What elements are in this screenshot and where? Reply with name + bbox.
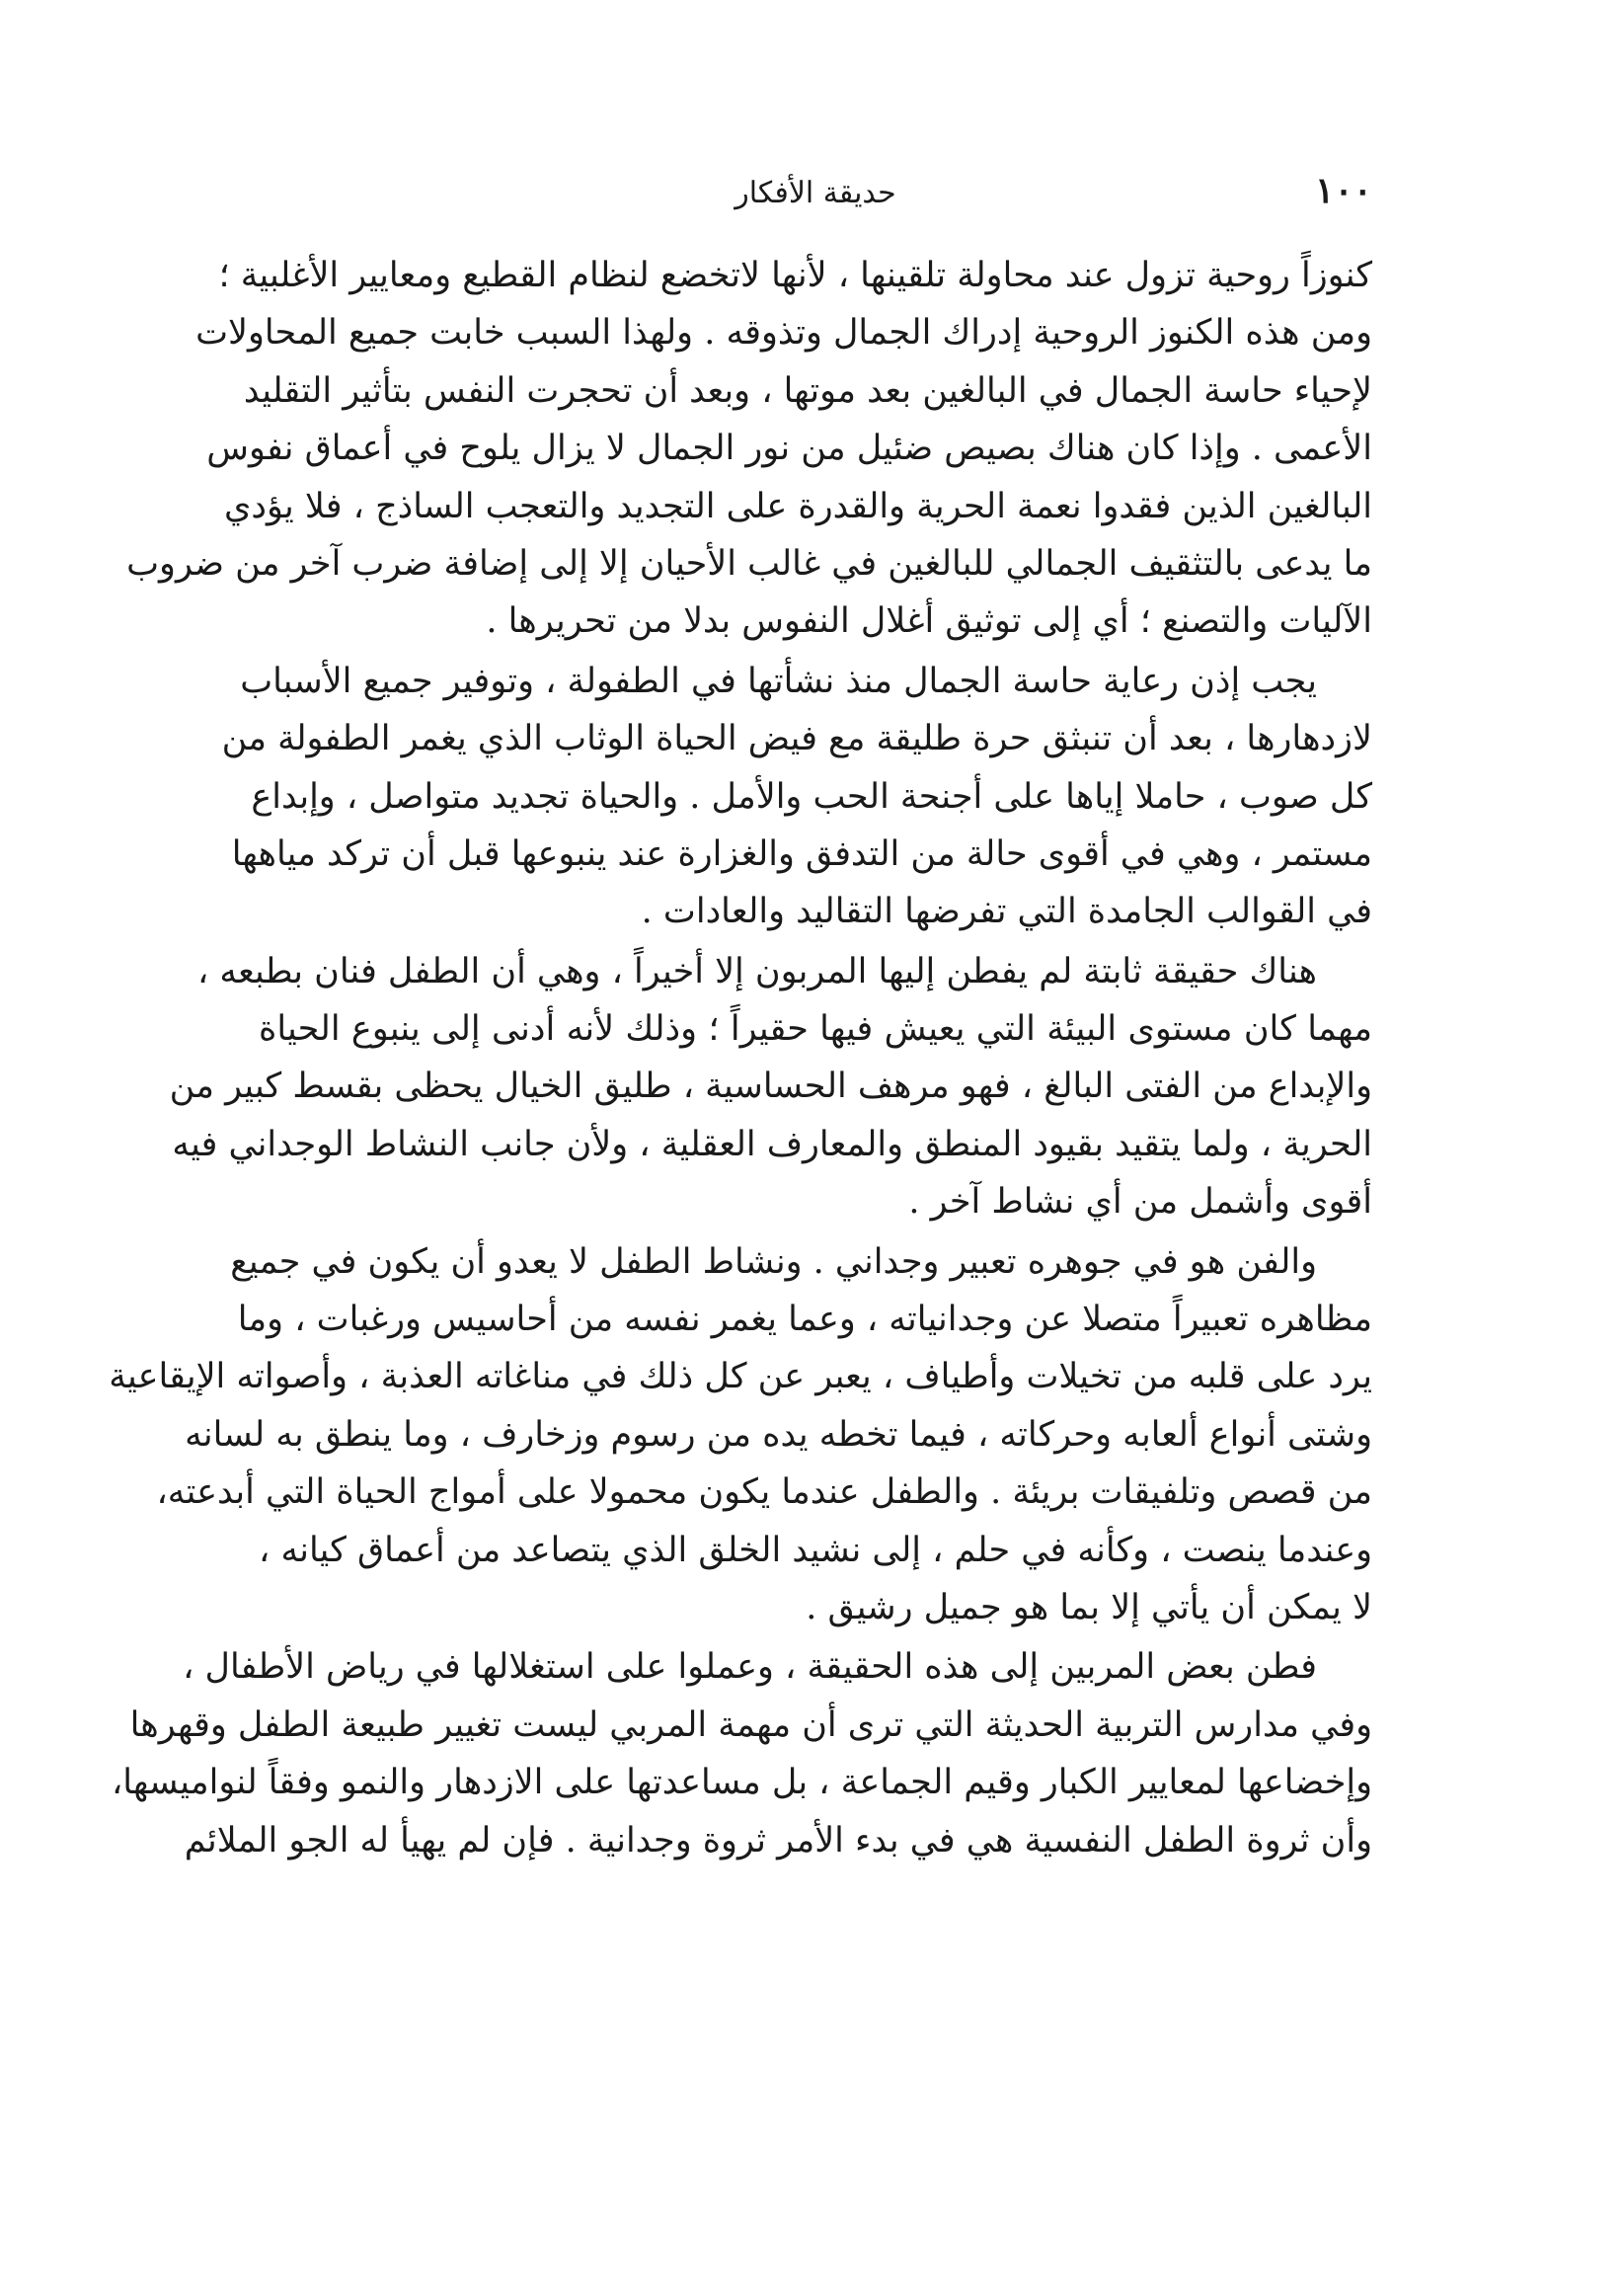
text-line: من قصص وتلفيقات بريئة . والطفل عندما يكون محمولا على أمواج الحياة التي أبدعته، (156, 1472, 1372, 1513)
body-text (109, 247, 1372, 1869)
paragraph-1 (126, 247, 1372, 651)
running-title: حديقة الأفكار (735, 176, 896, 210)
text-line: يجب إذن رعاية حاسة الجمال منذ نشأتها في الطفولة ، وتوفير جميع الأسباب (240, 661, 1317, 701)
text-line: يرد على قلبه من تخيلات وأطياف ، يعبر عن كل ذلك في مناغاته العذبة ، وأصواته الإيقاعية (109, 1357, 1372, 1397)
paragraph-5 (111, 1638, 1372, 1869)
text-line: وشتى أنواع ألعابه وحركاته ، فيما تخطه يده من رسوم وزخارف ، وما ينطق به لسانه (185, 1414, 1372, 1455)
text-line: أقوى وأشمل من أي نشاط آخر . (908, 1182, 1372, 1223)
text-line: في القوالب الجامدة التي تفرضها التقاليد والعادات . (641, 892, 1372, 932)
text-line: لازدهارها ، بعد أن تنبثق حرة طليقة مع فيض الحياة الوثاب الذي يغمر الطفولة من (221, 719, 1372, 759)
paragraph-2 (221, 653, 1372, 941)
text-line: وإخضاعها لمعايير الكبار وقيم الجماعة ، بل مساعدتها على الازدهار والنمو وفقاً لنواميسها، (111, 1763, 1372, 1803)
text-line: وفي مدارس التربية الحديثة التي ترى أن مهمة المربي ليست تغيير طبيعة الطفل وقهرها (129, 1704, 1372, 1745)
text-line: هناك حقيقة ثابتة لم يفطن إليها المربون إلا أخيراً ، وهي أن الطفل فنان بطبعه ، (196, 951, 1317, 991)
text-line: البالغين الذين فقدوا نعمة الحرية والقدرة على التجديد والتعجب الساذج ، فلا يؤدي (223, 486, 1372, 526)
text-line: ما يدعى بالتثقيف الجمالي للبالغين في غالب الأحيان إلا إلى إضافة ضرب آخر من ضروب (126, 543, 1372, 584)
text-line: كنوزاً روحية تزول عند محاولة تلقينها ، لأنها لاتخضع لنظام القطيع ومعايير الأغلبية ؛ (218, 256, 1372, 295)
text-line: والفن هو في جوهره تعبير وجداني . ونشاط الطفل لا يعدو أن يكون في جميع (230, 1241, 1317, 1282)
text-line: مهما كان مستوى البيئة التي يعيش فيها حقيراً ؛ وذلك لأنه أدنى إلى ينبوع الحياة (259, 1009, 1372, 1050)
paragraph-3 (169, 943, 1372, 1231)
text-line: لإحياء حاسة الجمال في البالغين بعد موتها ، وبعد أن تحجرت النفس بتأثير التقليد (243, 370, 1372, 411)
text-line: مستمر ، وهي في أقوى حالة من التدفق والغزارة عند ينبوعها قبل أن تركد مياهها (231, 833, 1372, 874)
text-line: ومن هذه الكنوز الروحية إدراك الجمال وتذوقه . ولهذا السبب خابت جميع المحاولات (195, 313, 1372, 354)
paragraph-4 (109, 1233, 1372, 1637)
page-header (259, 166, 1372, 225)
page-number: ١٠٠ (1314, 170, 1372, 211)
text-line: الآليات والتصنع ؛ أي إلى توثيق أغلال النفوس بدلا من تحريرها . (486, 601, 1372, 642)
text-line: مظاهره تعبيراً متصلا عن وجدانياته ، وعما يغمر نفسه من أحاسيس ورغبات ، وما (237, 1300, 1372, 1340)
text-line: الأعمى . وإذا كان هناك بصيص ضئيل من نور الجمال لا يزال يلوح في أعماق نفوس (206, 429, 1372, 469)
text-line: والإبداع من الفتى البالغ ، فهو مرهف الحساسية ، طليق الخيال يحظى بقسط كبير من (169, 1067, 1372, 1107)
text-line: وعندما ينصت ، وكأنه في حلم ، إلى نشيد الخلق الذي يتصاعد من أعماق كيانه ، (259, 1530, 1372, 1570)
text-line: كل صوب ، حاملا إياها على أجنحة الحب والأمل . والحياة تجديد متواصل ، وإبداع (251, 776, 1372, 817)
text-line: وأن ثروة الطفل النفسية هي في بدء الأمر ثروة وجدانية . فإن لم يهيأ له الجو الملائم (184, 1820, 1372, 1861)
text-line: لا يمكن أن يأتي إلا بما هو جميل رشيق . (806, 1587, 1372, 1627)
text-line: الحرية ، ولما يتقيد بقيود المنطق والمعارف العقلية ، ولأن جانب النشاط الوجداني فيه (172, 1124, 1372, 1164)
text-line: فطن بعض المربين إلى هذه الحقيقة ، وعملوا على استغلالها في رياض الأطفال ، (183, 1647, 1317, 1688)
